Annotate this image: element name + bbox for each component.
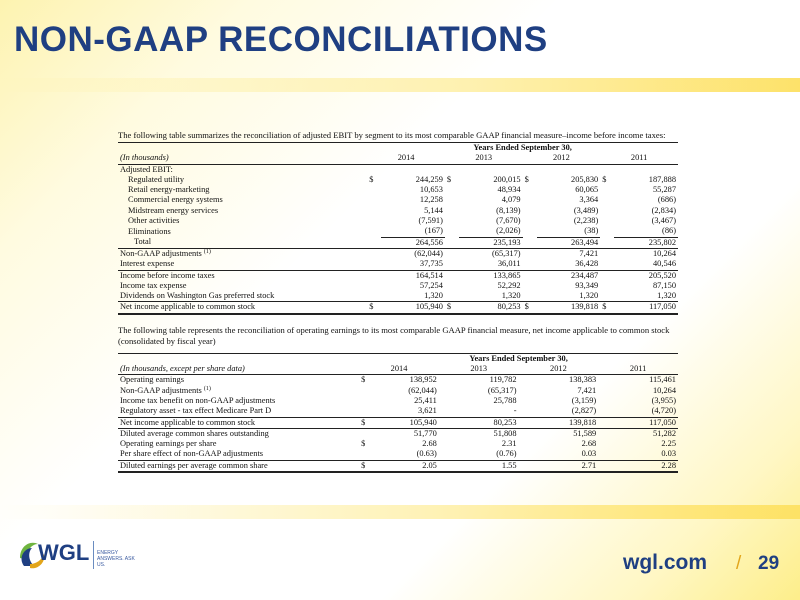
currency-symbol	[367, 195, 381, 205]
value-cell: 1,320	[614, 291, 678, 302]
value-cell: 80,253	[459, 302, 523, 314]
currency-symbol	[598, 460, 612, 472]
currency-symbol	[359, 449, 373, 460]
currency-symbol: $	[524, 174, 529, 184]
logo-divider	[93, 541, 94, 569]
table-row	[118, 226, 678, 237]
table-row	[118, 417, 678, 428]
currency-symbol	[598, 417, 612, 428]
currency-symbol	[523, 195, 537, 205]
currency-symbol: $	[523, 302, 537, 314]
table-row	[118, 291, 678, 302]
currency-symbol	[598, 375, 612, 386]
row-label: Other activities	[128, 216, 180, 226]
value-cell: 2.71	[533, 460, 598, 472]
value-cell: 4,079	[501, 195, 521, 205]
currency-symbol	[445, 291, 459, 302]
currency-symbol	[598, 439, 612, 449]
currency-symbol: $	[359, 417, 373, 428]
value-cell: (65,317)	[487, 385, 517, 395]
value-cell: 10,653	[419, 185, 443, 195]
value-cell: 2.25	[661, 439, 676, 449]
year-header-row	[118, 364, 678, 375]
currency-symbol	[600, 270, 614, 281]
value-cell: 139,818	[537, 302, 601, 314]
currency-symbol	[600, 237, 614, 248]
currency-symbol	[519, 449, 533, 460]
period-header-row	[118, 143, 678, 154]
row-label: Dividends on Washington Gas preferred stock	[118, 291, 367, 302]
table-row	[118, 406, 678, 417]
value-cell: (3,159)	[571, 395, 597, 405]
currency-symbol	[359, 428, 373, 439]
currency-symbol	[523, 248, 537, 259]
currency-symbol	[445, 226, 459, 237]
value-cell: (62,044)	[414, 248, 443, 258]
table1-intro: The following table summarizes the reconciliation of adjusted EBIT by segment to its most comparable GAAP financial measure–income before income taxes:	[118, 130, 666, 140]
currency-symbol: $	[359, 460, 373, 472]
unit-label: (In thousands, except per share data)	[118, 364, 359, 375]
currency-symbol	[523, 185, 537, 195]
value-cell: 87,150	[652, 280, 676, 290]
currency-symbol	[439, 428, 453, 439]
value-cell: 119,782	[489, 375, 517, 385]
row-label: Per share effect of non-GAAP adjustments	[118, 449, 359, 460]
value-cell: 55,287	[652, 185, 676, 195]
currency-symbol	[445, 270, 459, 281]
table-row	[118, 375, 678, 386]
currency-symbol	[523, 259, 537, 270]
value-cell: 0.03	[613, 449, 678, 460]
value-cell: 5,144	[424, 205, 443, 215]
value-cell: (62,044)	[408, 385, 437, 395]
value-cell: 115,461	[649, 375, 676, 385]
value-cell: 12,258	[419, 195, 443, 205]
table2-intro: The following table represents the reconciliation of operating earnings to its most comparable GAAP financial measure, net income applicable to common stock (consolidated by fiscal year)	[118, 324, 670, 346]
period-header-row	[118, 353, 678, 364]
currency-symbol	[598, 449, 612, 460]
currency-symbol	[598, 386, 612, 396]
table-row	[118, 302, 678, 314]
year-header: 2012	[523, 153, 601, 164]
footnote-marker: (1)	[203, 385, 211, 392]
slide-title: NON-GAAP RECONCILIATIONS	[14, 20, 548, 59]
currency-symbol	[519, 406, 533, 417]
row-label: Retail energy-marketing	[128, 185, 210, 195]
value-cell: 80,253	[453, 417, 518, 428]
table-row	[118, 386, 678, 396]
value-cell: 1,320	[537, 291, 601, 302]
currency-symbol	[439, 449, 453, 460]
header-band	[0, 78, 800, 92]
value-cell: 117,050	[613, 417, 678, 428]
currency-symbol: $	[445, 302, 459, 314]
value-cell: (686)	[657, 195, 676, 205]
row-label: Operating earnings	[120, 375, 184, 385]
currency-symbol	[445, 259, 459, 270]
year-header: 2014	[367, 153, 445, 164]
currency-symbol	[600, 291, 614, 302]
row-label: Eliminations	[128, 226, 171, 236]
row-label: Non-GAAP adjustments $^{(1)}$	[120, 385, 211, 395]
table-row	[118, 270, 678, 281]
currency-symbol	[600, 248, 614, 259]
currency-symbol	[523, 237, 537, 248]
currency-symbol	[598, 428, 612, 439]
currency-symbol	[359, 386, 373, 396]
currency-symbol	[600, 185, 614, 195]
adjusted-ebit-table	[118, 142, 678, 315]
value-cell: 7,421	[577, 385, 597, 395]
currency-symbol	[367, 237, 381, 248]
value-cell: (8,139)	[496, 205, 521, 215]
currency-symbol	[367, 216, 381, 226]
currency-symbol	[519, 375, 533, 386]
value-cell: 133,865	[493, 270, 521, 280]
value-cell: 36,428	[537, 259, 601, 270]
value-cell: 235,802	[614, 237, 678, 248]
footnote-marker: (1)	[203, 248, 211, 255]
value-cell: 25,411	[414, 395, 437, 405]
currency-symbol	[519, 396, 533, 406]
value-cell: 1,320	[459, 291, 523, 302]
value-cell: 36,011	[459, 259, 523, 270]
value-cell: (0.63)	[373, 449, 438, 460]
value-cell: 60,065	[575, 185, 599, 195]
table-row	[118, 449, 678, 460]
value-cell: 51,282	[652, 428, 676, 438]
currency-symbol	[367, 259, 381, 270]
footer-separator: /	[736, 553, 742, 574]
row-label: Operating earnings per share	[120, 439, 217, 449]
currency-symbol	[523, 226, 537, 237]
currency-symbol	[523, 291, 537, 302]
currency-symbol: $	[367, 302, 381, 314]
currency-symbol	[367, 248, 381, 259]
currency-symbol	[445, 195, 459, 205]
currency-symbol	[445, 216, 459, 226]
currency-symbol	[523, 206, 537, 216]
currency-symbol	[598, 396, 612, 406]
value-cell: 3,364	[579, 195, 599, 205]
row-label: Diluted earnings per average common share	[118, 460, 359, 472]
value-cell: 2.68	[422, 439, 437, 449]
currency-symbol	[445, 185, 459, 195]
currency-symbol	[439, 439, 453, 449]
value-cell: 1.55	[453, 460, 518, 472]
value-cell: (2,238)	[573, 216, 599, 226]
currency-symbol	[367, 291, 381, 302]
value-cell: (65,317)	[491, 248, 521, 258]
row-label: Regulated utility	[128, 174, 185, 184]
value-cell: (7,591)	[418, 216, 443, 226]
table-row	[118, 175, 678, 185]
currency-symbol	[600, 259, 614, 270]
unit-label: (In thousands)	[118, 153, 367, 164]
value-cell: (38)	[537, 226, 601, 237]
header-spacer	[118, 353, 359, 364]
year-header-row	[118, 153, 678, 164]
table-row	[118, 206, 678, 216]
currency-symbol	[445, 281, 459, 291]
value-cell: 2.05	[373, 460, 438, 472]
currency-symbol	[598, 406, 612, 417]
currency-symbol	[600, 216, 614, 226]
value-cell: 40,546	[614, 259, 678, 270]
table-row	[118, 460, 678, 472]
value-cell: 264,556	[381, 237, 445, 248]
currency-symbol: $	[446, 174, 452, 184]
row-label: Total	[118, 237, 367, 248]
value-cell: (86)	[614, 226, 678, 237]
value-cell: 187,888	[648, 174, 676, 184]
currency-symbol	[519, 439, 533, 449]
currency-symbol	[600, 226, 614, 237]
currency-symbol	[439, 375, 453, 386]
value-cell: 52,292	[497, 280, 521, 290]
value-cell: 138,383	[569, 375, 597, 385]
currency-symbol	[367, 226, 381, 237]
currency-symbol	[367, 281, 381, 291]
currency-symbol	[519, 386, 533, 396]
value-cell: 105,940	[373, 417, 438, 428]
currency-symbol: $	[602, 174, 607, 184]
header-spacer	[118, 143, 367, 154]
value-cell: 234,487	[571, 270, 599, 280]
currency-symbol	[600, 195, 614, 205]
value-cell: 2.31	[501, 439, 517, 449]
row-label: Income tax expense	[120, 280, 187, 290]
table-row	[118, 248, 678, 259]
table-row	[118, 195, 678, 205]
value-cell: 1,320	[381, 291, 445, 302]
row-label: Commercial energy systems	[128, 195, 223, 205]
currency-symbol	[439, 460, 453, 472]
logo-tagline: ENERGY ANSWERS. ASK US.	[97, 550, 135, 568]
currency-symbol	[367, 185, 381, 195]
value-cell: (4,720)	[613, 406, 678, 417]
section-label: Adjusted EBIT:	[120, 164, 173, 174]
value-cell: (3,489)	[573, 205, 599, 215]
value-cell: 2.28	[613, 460, 678, 472]
value-cell: 51,808	[493, 428, 517, 438]
value-cell: 10,264	[652, 385, 676, 395]
value-cell: 3,621	[373, 406, 438, 417]
value-cell: 0.03	[533, 449, 598, 460]
currency-symbol	[519, 417, 533, 428]
value-cell: 138,952	[409, 375, 437, 385]
row-label: Non-GAAP adjustments $^{(1)}$	[120, 248, 211, 258]
currency-symbol	[445, 248, 459, 259]
period-header: Years Ended September 30,	[359, 353, 678, 364]
row-label: Net income applicable to common stock	[118, 302, 367, 314]
value-cell: 93,349	[575, 280, 599, 290]
row-label: Regulatory asset - tax effect Medicare Part D	[118, 406, 359, 417]
value-cell: 25,788	[493, 395, 517, 405]
value-cell: (167)	[381, 226, 445, 237]
value-cell: 205,520	[648, 270, 676, 280]
table-row	[118, 439, 678, 449]
logo-wordmark: WGL	[38, 540, 90, 565]
year-header: 2014	[359, 364, 439, 375]
currency-symbol	[359, 396, 373, 406]
currency-symbol: $	[369, 174, 374, 184]
currency-symbol: $	[600, 302, 614, 314]
value-cell: 117,050	[614, 302, 678, 314]
footer-band	[0, 505, 800, 519]
value-cell: (2,827)	[533, 406, 598, 417]
row-label: Income before income taxes	[120, 270, 215, 280]
currency-symbol	[600, 281, 614, 291]
value-cell: 48,934	[497, 185, 521, 195]
period-header: Years Ended September 30,	[367, 143, 678, 154]
website-link[interactable]: wgl.com	[623, 551, 708, 574]
year-header: 2011	[598, 364, 678, 375]
value-cell: (7,670)	[496, 216, 521, 226]
currency-symbol	[523, 281, 537, 291]
table-row	[118, 185, 678, 195]
currency-symbol	[519, 460, 533, 472]
currency-symbol: $	[361, 439, 366, 449]
value-cell: 2.68	[581, 439, 597, 449]
value-cell: 200,015	[493, 174, 521, 184]
value-cell: (3,955)	[651, 395, 676, 405]
operating-earnings-table	[118, 353, 678, 473]
year-header: 2013	[439, 364, 519, 375]
row-label: Midstream energy services	[128, 205, 219, 215]
currency-symbol	[445, 206, 459, 216]
year-header: 2013	[445, 153, 523, 164]
table-row	[118, 396, 678, 406]
row-label: Diluted average common shares outstanding	[120, 428, 269, 438]
value-cell: 263,494	[537, 237, 601, 248]
currency-symbol	[359, 406, 373, 417]
value-cell: 139,818	[533, 417, 598, 428]
table-row	[118, 259, 678, 270]
currency-symbol	[523, 270, 537, 281]
currency-symbol	[367, 270, 381, 281]
value-cell: 105,940	[381, 302, 445, 314]
currency-symbol	[367, 206, 381, 216]
row-label: Net income applicable to common stock	[118, 417, 359, 428]
value-cell: 10,264	[652, 248, 676, 258]
year-header: 2012	[519, 364, 599, 375]
section-row	[118, 164, 678, 175]
value-cell: 235,193	[459, 237, 523, 248]
value-cell: 244,259	[415, 174, 443, 184]
year-header: 2011	[600, 153, 678, 164]
table-row	[118, 237, 678, 248]
currency-symbol	[439, 406, 453, 417]
currency-symbol: $	[361, 375, 366, 385]
value-cell: 205,830	[571, 174, 599, 184]
value-cell: 57,254	[419, 280, 443, 290]
value-cell: (2,834)	[651, 205, 676, 215]
currency-symbol	[439, 386, 453, 396]
page-number: 29	[758, 553, 780, 574]
value-cell: (0.76)	[453, 449, 518, 460]
currency-symbol	[445, 237, 459, 248]
currency-symbol	[439, 417, 453, 428]
table-row	[118, 216, 678, 226]
slide-content	[118, 130, 678, 473]
value-cell: 7,421	[579, 248, 599, 258]
row-label: Interest expense	[118, 259, 367, 270]
currency-symbol	[519, 428, 533, 439]
value-cell: -	[453, 406, 518, 417]
value-cell: 51,770	[413, 428, 437, 438]
value-cell: 51,589	[573, 428, 597, 438]
value-cell: 37,735	[381, 259, 445, 270]
value-cell: 164,514	[415, 270, 443, 280]
currency-symbol	[523, 216, 537, 226]
currency-symbol	[439, 396, 453, 406]
value-cell: (3,467)	[651, 216, 676, 226]
table-row	[118, 428, 678, 439]
row-label: Income tax benefit on non-GAAP adjustments	[120, 395, 276, 405]
currency-symbol	[600, 206, 614, 216]
value-cell: (2,026)	[459, 226, 523, 237]
table-row	[118, 281, 678, 291]
